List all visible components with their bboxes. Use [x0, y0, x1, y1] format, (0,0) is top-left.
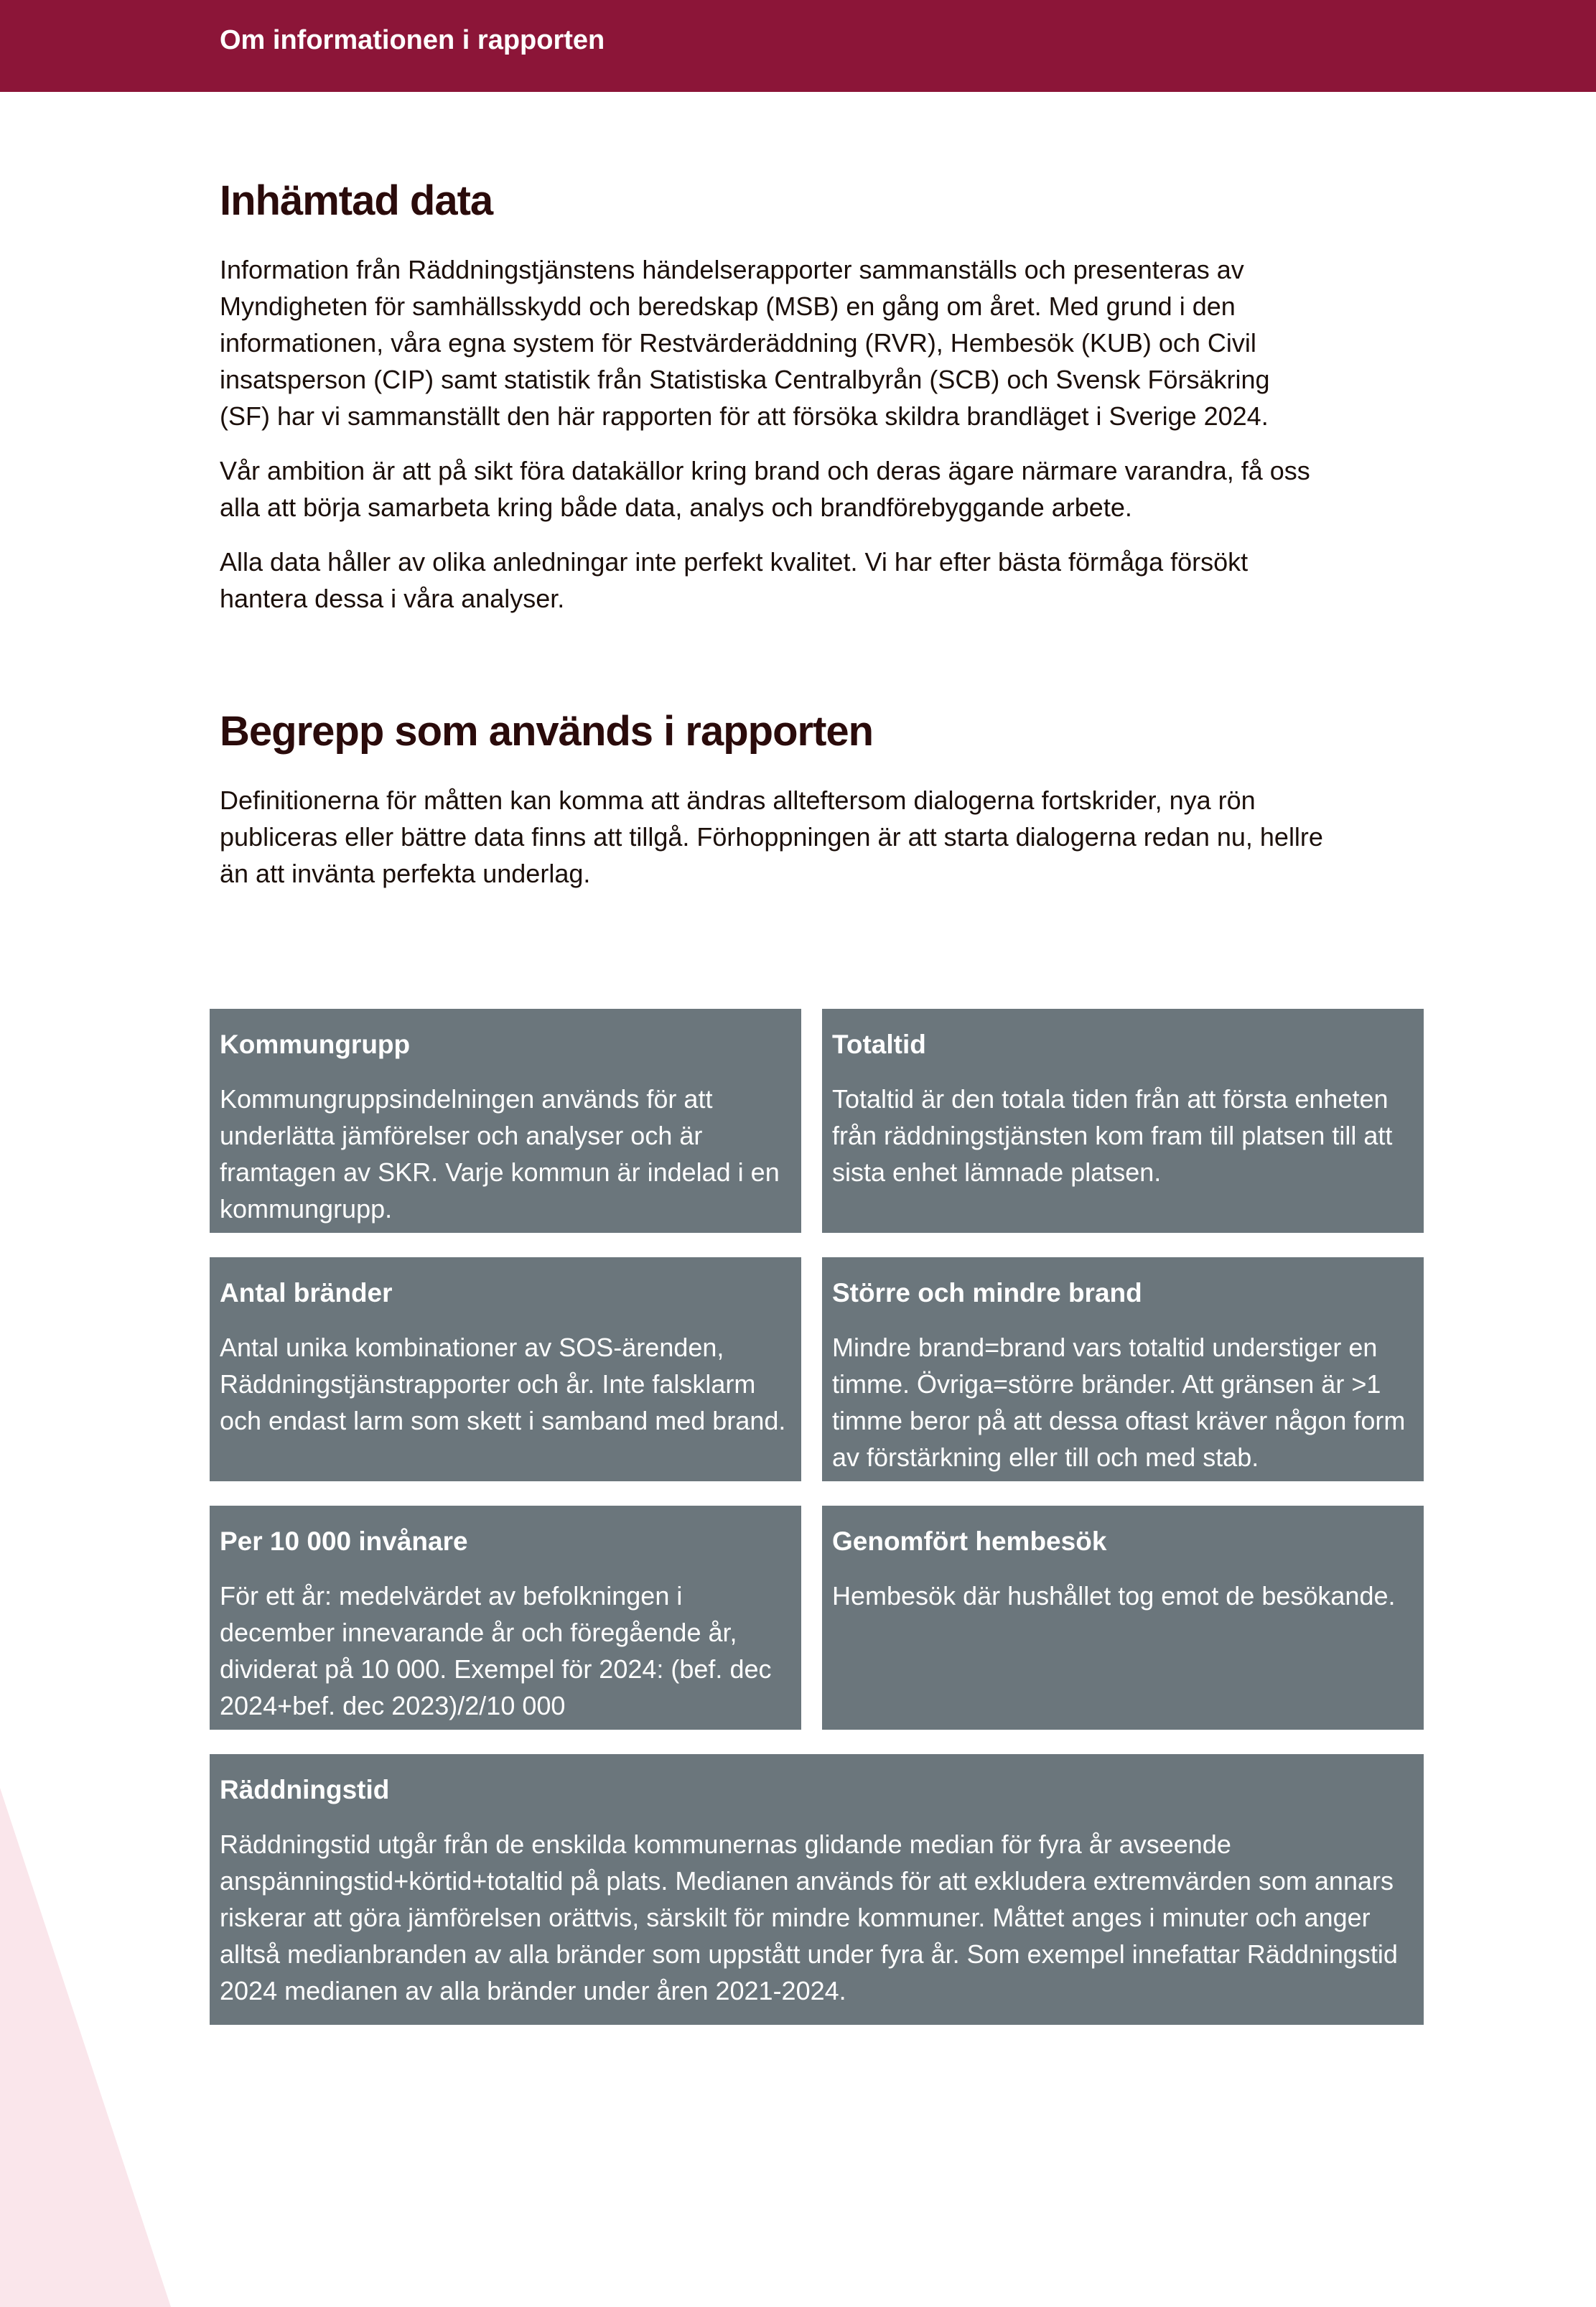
- paragraph-definitions-intro: Definitionerna för måtten kan komma att ändras allteftersom dialogerna fortskrider, nya rön publiceras eller bättre data finns att tillgå. Förhoppningen är att starta dialogerna redan nu, hellre än att invänta perfekta underlag.: [220, 786, 1323, 888]
- section-title-begrepp: Begrepp som används i rapporten: [220, 708, 874, 755]
- definition-box-totaltid: [822, 1009, 1424, 1233]
- section-title-inhamtad-data: Inhämtad data: [220, 177, 493, 224]
- definition-text: För ett år: medelvärdet av befolkningen i december innevarande år och föregående år, dividerat på 10 000. Exempel för 2024: (bef. dec 2024+bef. dec 2023)/2/10 000: [220, 1581, 772, 1720]
- page-header: [0, 0, 1596, 92]
- definition-box-antal-brander: [210, 1257, 801, 1481]
- definition-text: Totaltid är den totala tiden från att första enheten från räddningstjänsten kom fram till platsen till att sista enhet lämnade platsen.: [832, 1084, 1393, 1187]
- definition-box-genomfort-hembesok: [822, 1506, 1424, 1730]
- paragraph-ambition: Vår ambition är att på sikt föra datakällor kring brand och deras ägare närmare varandra, få oss alla att börja samarbeta kring både data, analys och brandförebyggande arbete.: [220, 456, 1310, 522]
- main-content: [220, 172, 1325, 892]
- definition-title: Större och mindre brand: [832, 1278, 1142, 1308]
- definition-title: Kommungrupp: [220, 1030, 411, 1059]
- definition-title: Antal bränder: [220, 1278, 393, 1308]
- definition-box-per-10000-invanare: [210, 1506, 801, 1730]
- definition-text: Mindre brand=brand vars totaltid understiger en timme. Övriga=större bränder. Att gränsen är >1 timme beror på att dessa oftast kräver någon form av förstärkning eller till och med stab.: [832, 1333, 1406, 1472]
- definition-text: Antal unika kombinationer av SOS-ärenden, Räddningstjänstrapporter och år. Inte falsklarm och endast larm som skett i samband med brand.: [220, 1333, 786, 1435]
- paragraph-data-quality: Alla data håller av olika anledningar inte perfekt kvalitet. Vi har efter bästa förmåga försökt hantera dessa i våra analyser.: [220, 547, 1249, 613]
- definition-text: Kommungruppsindelningen används för att underlätta jämförelser och analyser och är framtagen av SKR. Varje kommun är indelad i en kommungrupp.: [220, 1084, 780, 1224]
- header-title: Om informationen i rapporten: [220, 25, 605, 55]
- paragraph-data-sources: Information från Räddningstjänstens händelserapporter sammanställs och presenteras av Myndigheten för samhällsskydd och beredskap (MSB) en gång om året. Med grund i den informationen, våra egna system för Restvärderäddning (RVR), Hembesök (KUB) och Civil insatsperson (CIP) samt statistik från Statistiska Centralbyrån (SCB) och Svensk Försäkring (SF) har vi sammanställt den här rapporten för att försöka skildra brandläget i Sverige 2024.: [220, 255, 1270, 431]
- definition-box-kommungrupp: [210, 1009, 801, 1233]
- definition-title: Totaltid: [832, 1030, 926, 1059]
- definition-box-raddningstid: [210, 1754, 1424, 2025]
- definition-title: Räddningstid: [220, 1775, 390, 1804]
- definition-title: Per 10 000 invånare: [220, 1527, 468, 1556]
- definition-box-storre-mindre-brand: [822, 1257, 1424, 1481]
- definition-text: Hembesök där hushållet tog emot de besökande.: [832, 1581, 1396, 1611]
- definition-text: Räddningstid utgår från de enskilda kommunernas glidande median för fyra år avseende anspänningstid+körtid+totaltid på plats. Medianen används för att exkludera extremvärden som annars riskerar att göra jämförelsen orättvis, särskilt för mindre kommuner. Måttet anges i minuter och anger alltså medianbranden av alla bränder som uppstått under fyra år. Som exempel innefattar Räddningstid 2024 medianen av alla bränder under åren 2021-2024.: [220, 1830, 1398, 2005]
- definition-title: Genomfört hembesök: [832, 1527, 1107, 1556]
